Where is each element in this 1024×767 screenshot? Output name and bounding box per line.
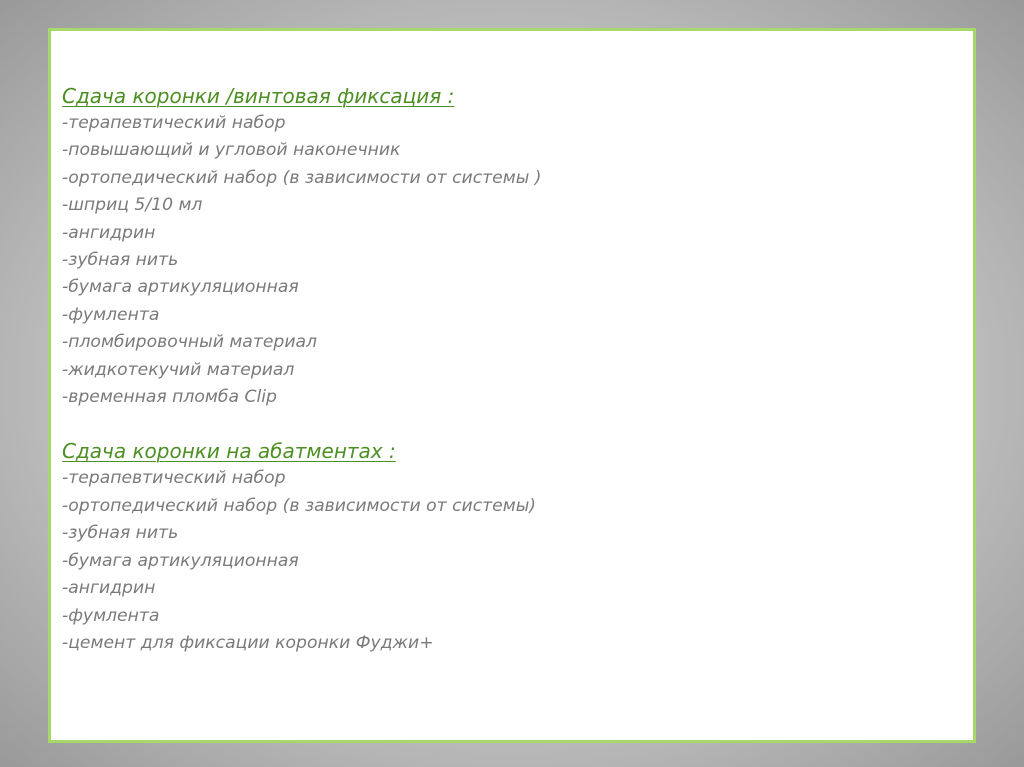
list-item: -пломбировочный материал [62, 332, 318, 353]
list-item: -ангидрин [62, 222, 156, 243]
list-item: -фумлента [62, 304, 160, 325]
list-item: -шприц 5/10 мл [62, 195, 203, 216]
list-item: -зубная нить [62, 250, 179, 271]
section-title: Сдача коронки на абатментах : [62, 439, 396, 464]
section-title: Сдача коронки /винтовая фиксация : [62, 84, 455, 108]
list-item: -временная пломба Clip [62, 387, 277, 408]
list-item: -ортопедический набор (в зависимости от системы ) [62, 167, 542, 188]
section-spacer [62, 411, 942, 438]
list-item: -бумага артикуляционная [62, 550, 299, 571]
list-item: -повышающий и угловой наконечник [62, 140, 401, 161]
item-list [62, 465, 942, 657]
slide-content [62, 83, 942, 657]
list-item: -бумага артикуляционная [62, 277, 299, 298]
list-item: -жидкотекучий материал [62, 359, 295, 380]
slide-card [48, 28, 976, 743]
section-screw-retained [62, 83, 942, 411]
list-item: -ангидрин [62, 578, 156, 599]
list-item: -терапевтический набор [62, 468, 286, 489]
list-item: -ортопедический набор (в зависимости от системы) [62, 495, 536, 516]
list-item: -терапевтический набор [62, 113, 286, 133]
list-item: -цемент для фиксации коронки Фуджи+ [62, 632, 434, 653]
list-item: -зубная нить [62, 523, 179, 544]
section-abutment [62, 438, 942, 657]
item-list [62, 110, 942, 411]
list-item: -фумлента [62, 605, 160, 626]
